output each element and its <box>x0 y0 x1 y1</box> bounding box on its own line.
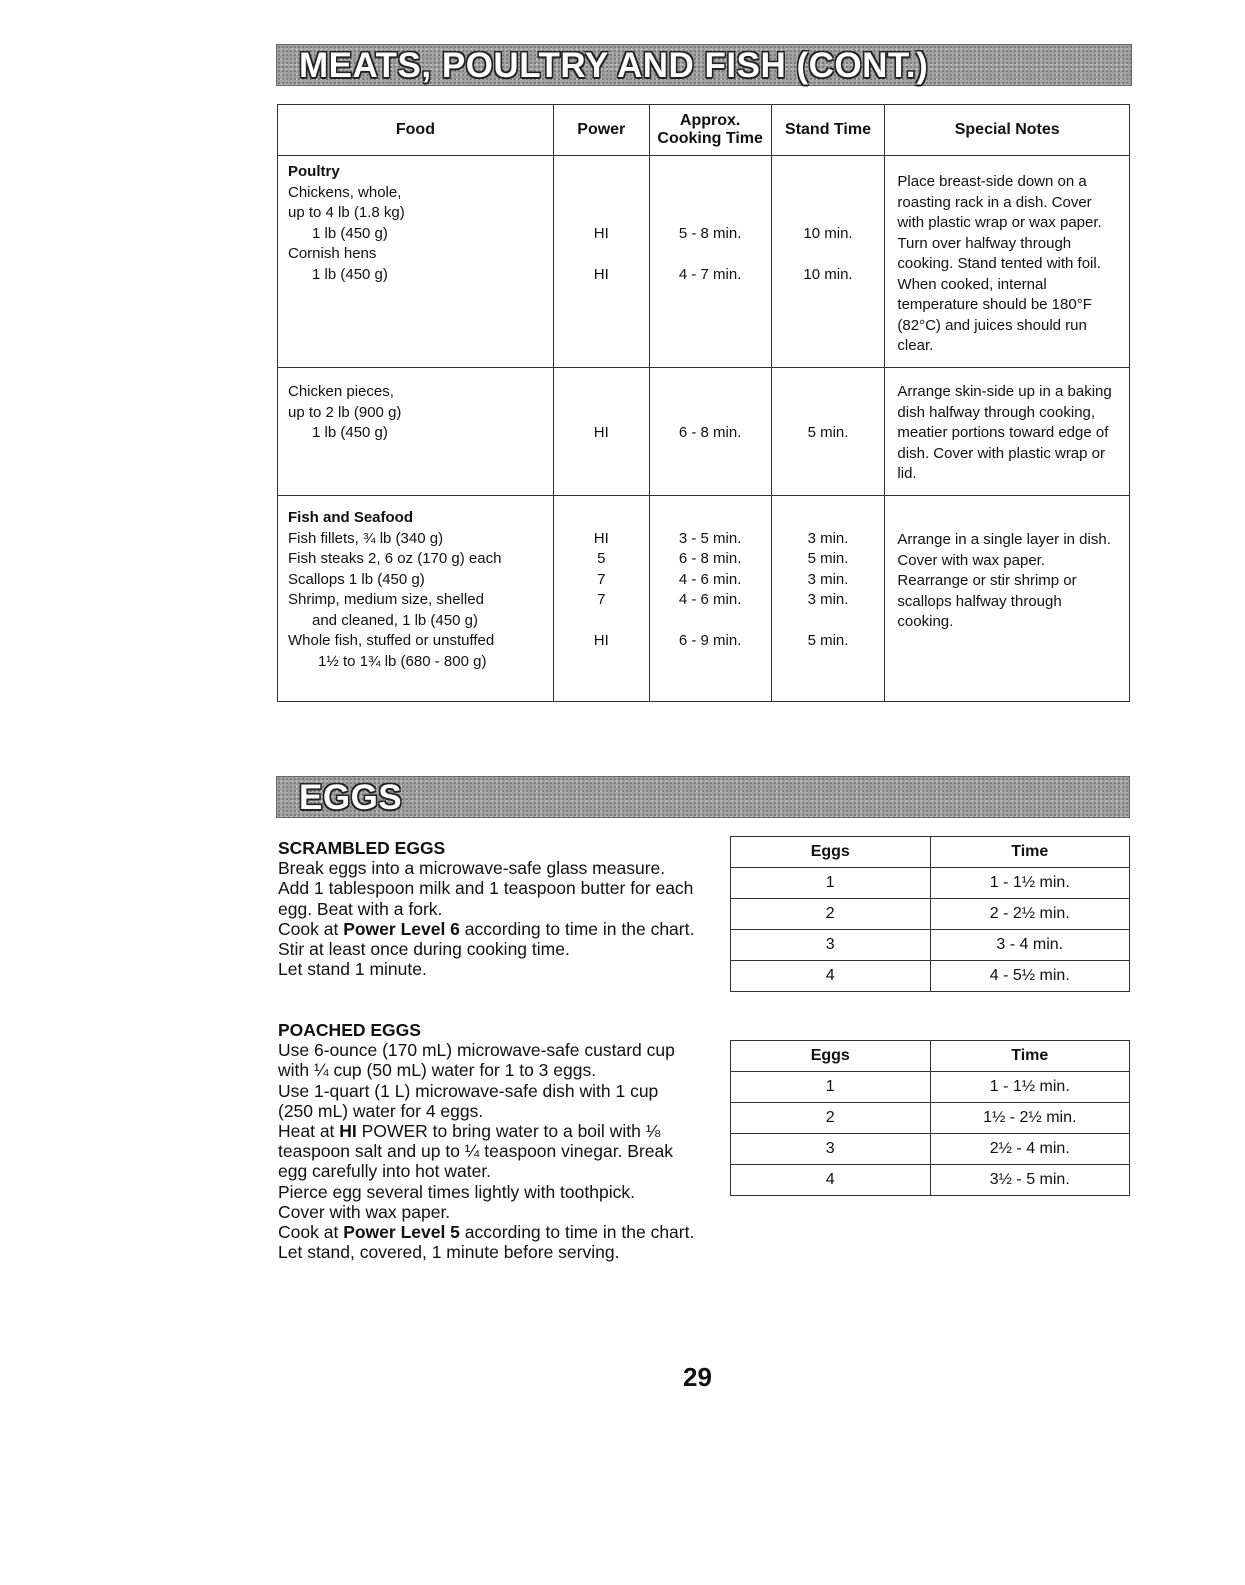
stand-cell <box>771 368 885 496</box>
food-line: Chickens, whole, <box>288 183 402 201</box>
time-value: 6 - 9 min. <box>678 632 742 649</box>
egg-count: 2 <box>731 1103 931 1134</box>
table-header-row <box>278 105 1130 156</box>
food-line: Scallops 1 lb (450 g) <box>288 570 425 588</box>
egg-time: 2 - 2½ min. <box>930 899 1130 930</box>
header-food: Food <box>278 105 554 156</box>
food-cell <box>278 496 554 702</box>
instruction-text: Break eggs into a microwave-safe glass measure. <box>278 858 666 879</box>
time-cell <box>649 368 771 496</box>
instruction-text: Use 6-ounce (170 mL) microwave-safe custard cup with ¼ cup (50 mL) water for 1 to 3 eggs. <box>278 1040 675 1081</box>
egg-count: 4 <box>731 1165 931 1196</box>
table-row <box>278 368 1130 496</box>
food-line: Chicken pieces, <box>288 383 394 400</box>
egg-time: 2½ - 4 min. <box>930 1134 1130 1165</box>
table-row <box>731 930 1130 961</box>
instruction-text: Use 1-quart (1 L) microwave-safe dish with 1 cup (250 mL) water for 4 eggs. <box>278 1080 659 1121</box>
stand-value: 10 min. <box>803 224 853 242</box>
egg-time: 1½ - 2½ min. <box>930 1103 1130 1134</box>
eggs-section-banner <box>276 776 1130 818</box>
food-line: 1½ to 1¾ lb (680 - 800 g) <box>318 652 487 670</box>
egg-count: 3 <box>731 930 931 961</box>
power-value: HI <box>593 224 609 242</box>
power-cell <box>553 368 649 496</box>
header-stand-time: Stand Time <box>771 105 885 156</box>
power-value: HI <box>593 529 609 547</box>
instruction-text: Add 1 tablespoon milk and 1 teaspoon butter for each egg. Beat with a fork. <box>278 878 694 919</box>
power-value: HI <box>593 632 609 649</box>
power-cell <box>553 156 649 368</box>
instruction-text: Heat at HI POWER to bring water to a boil with ⅛ teaspoon salt and up to ¼ teaspoon vinegar. Break egg carefully into hot water. <box>278 1121 674 1182</box>
food-line: 1 lb (450 g) <box>312 424 388 441</box>
header-cooking-time <box>649 105 771 156</box>
table-row <box>731 961 1130 992</box>
poached-eggs-heading: POACHED EGGS <box>278 1020 421 1040</box>
egg-time: 3 - 4 min. <box>930 930 1130 961</box>
notes-text: Cover with wax paper. <box>897 551 1045 569</box>
header-time: Time <box>930 837 1130 868</box>
header-special-notes: Special Notes <box>885 105 1130 156</box>
stand-value: 3 min. <box>807 529 849 547</box>
page-number: 29 <box>683 1362 712 1392</box>
power-value: 7 <box>597 570 606 588</box>
instruction-text: Cook at Power Level 6 according to time in the chart. Stir at least once during cooking time. <box>278 918 695 960</box>
category-heading: Fish and Seafood <box>288 509 414 526</box>
table-header-row <box>731 837 1130 868</box>
instruction-text: Pierce egg several times lightly with toothpick. <box>278 1181 635 1202</box>
header-eggs: Eggs <box>731 1041 931 1072</box>
header-time: Time <box>930 1041 1130 1072</box>
table-row <box>731 868 1130 899</box>
food-line: up to 4 lb (1.8 kg) <box>288 204 405 221</box>
table-row <box>731 1134 1130 1165</box>
stand-value: 10 min. <box>803 265 853 283</box>
time-value: 3 - 5 min. <box>678 529 742 547</box>
table-row <box>731 1165 1130 1196</box>
power-value: HI <box>593 424 609 441</box>
power-value: 7 <box>597 591 606 608</box>
time-value: 5 - 8 min. <box>678 224 742 242</box>
stand-cell <box>771 496 885 702</box>
food-line: Fish fillets, ¾ lb (340 g) <box>288 529 444 547</box>
food-cell <box>278 368 554 496</box>
time-cell <box>649 156 771 368</box>
poached-eggs-instructions <box>278 1020 698 1262</box>
time-value: 4 - 6 min. <box>678 591 742 608</box>
stand-value: 5 min. <box>807 424 849 441</box>
stand-value: 3 min. <box>807 570 849 588</box>
egg-count: 3 <box>731 1134 931 1165</box>
notes-cell <box>885 156 1130 368</box>
stand-value: 3 min. <box>807 591 849 608</box>
meats-cooking-table <box>277 104 1130 702</box>
scrambled-eggs-instructions <box>278 838 698 979</box>
stand-value: 5 min. <box>807 632 849 649</box>
stand-cell <box>771 156 885 368</box>
food-line: 1 lb (450 g) <box>312 224 388 242</box>
egg-time: 1 - 1½ min. <box>930 868 1130 899</box>
food-line: Cornish hens <box>288 245 377 262</box>
power-value: 5 <box>597 550 606 567</box>
table-row <box>731 1103 1130 1134</box>
header-eggs: Eggs <box>731 837 931 868</box>
food-line: 1 lb (450 g) <box>312 265 388 283</box>
time-value: 6 - 8 min. <box>678 550 742 567</box>
egg-count: 2 <box>731 899 931 930</box>
time-value: 4 - 6 min. <box>678 570 742 588</box>
eggs-section-title: EGGS <box>299 778 403 817</box>
time-value: 4 - 7 min. <box>678 265 742 283</box>
poached-eggs-table <box>730 1040 1130 1196</box>
category-heading: Poultry <box>288 163 340 180</box>
time-value: 6 - 8 min. <box>678 424 742 441</box>
header-time-line2: Cooking Time <box>657 130 763 147</box>
table-header-row <box>731 1041 1130 1072</box>
food-line: Shrimp, medium size, shelled <box>288 591 484 608</box>
notes-text: Place breast-side down on a roasting rack in a dish. Cover with plastic wrap or wax paper. Turn over halfway through cooking. Stand tented with foil. When cooked, internal temperature should be 180°F (82°C) and juices should run clear. <box>897 173 1102 354</box>
notes-cell <box>885 496 1130 702</box>
header-power: Power <box>553 105 649 156</box>
scrambled-eggs-heading: SCRAMBLED EGGS <box>278 838 446 858</box>
power-value: HI <box>593 265 609 283</box>
meats-section-banner <box>276 44 1132 86</box>
egg-time: 4 - 5½ min. <box>930 961 1130 992</box>
notes-text: Arrange in a single layer in dish. <box>897 531 1111 548</box>
instruction-text: Let stand 1 minute. <box>278 959 427 980</box>
table-row <box>731 899 1130 930</box>
table-row <box>278 156 1130 368</box>
power-level-emphasis: Power Level 5 <box>343 1222 460 1243</box>
food-cell <box>278 156 554 368</box>
egg-count: 1 <box>731 868 931 899</box>
notes-cell <box>885 368 1130 496</box>
time-cell <box>649 496 771 702</box>
food-line: up to 2 lb (900 g) <box>288 403 402 421</box>
instruction-text: Cook at Power Level 5 according to time in the chart. Let stand, covered, 1 minute before serving. <box>278 1222 695 1263</box>
egg-time: 3½ - 5 min. <box>930 1165 1130 1196</box>
power-cell <box>553 496 649 702</box>
egg-count: 4 <box>731 961 931 992</box>
table-row <box>278 496 1130 702</box>
scrambled-eggs-table <box>730 836 1130 992</box>
food-line: and cleaned, 1 lb (450 g) <box>312 611 478 629</box>
food-line: Fish steaks 2, 6 oz (170 g) each <box>288 550 502 567</box>
header-time-line1: Approx. <box>679 112 741 129</box>
egg-time: 1 - 1½ min. <box>930 1072 1130 1103</box>
stand-value: 5 min. <box>807 550 849 567</box>
notes-text: Rearrange or stir shrimp or scallops halfway through cooking. <box>897 572 1077 630</box>
meats-section-title: MEATS, POULTRY AND FISH (CONT.) <box>299 46 929 85</box>
power-level-emphasis: Power Level 6 <box>343 918 460 939</box>
food-line: Whole fish, stuffed or unstuffed <box>288 632 495 649</box>
table-row <box>731 1072 1130 1103</box>
notes-text: Arrange skin-side up in a baking dish halfway through cooking, meatier portions toward edge of dish. Cover with plastic wrap or lid. <box>897 383 1112 482</box>
power-level-emphasis: HI <box>339 1121 357 1142</box>
instruction-text: Cover with wax paper. <box>278 1201 451 1222</box>
egg-count: 1 <box>731 1072 931 1103</box>
